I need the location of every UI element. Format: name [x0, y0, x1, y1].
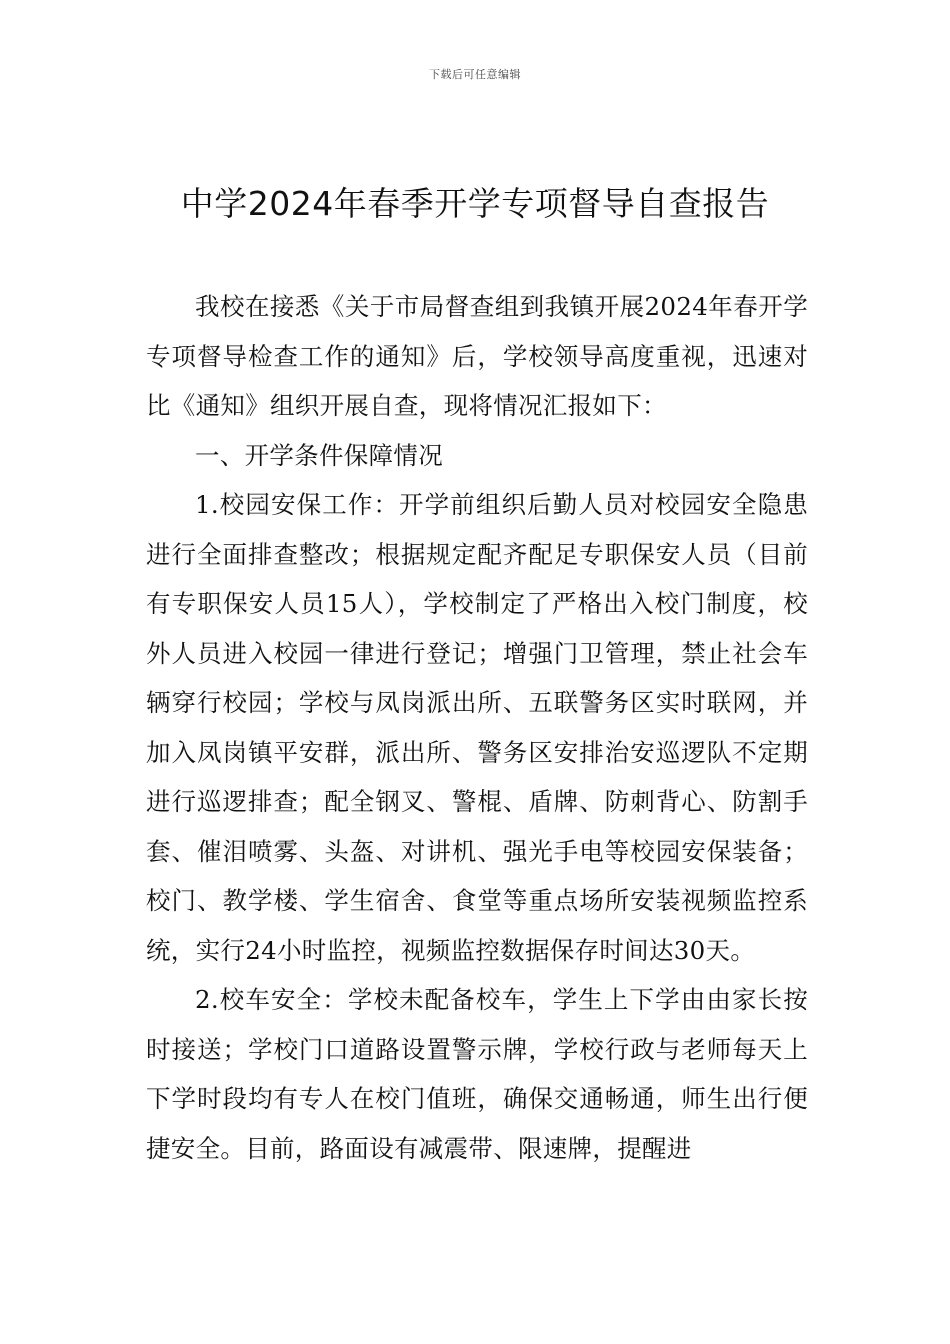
document-body — [146, 282, 808, 1173]
section-heading: 一、开学条件保障情况 — [195, 440, 443, 470]
school-bus-paragraph: 2.校车安全：学校未配备校车，学生上下学由由家长按时接送；学校门口道路设置警示牌，学校行政与老师每天上下学时段均有专人在校门值班，确保交通畅通，师生出行便捷安全。目前，路面设有减震带、限速牌，提醒进 — [146, 985, 808, 1163]
security-paragraph: 1.校园安保工作：开学前组织后勤人员对校园安全隐患进行全面排查整改；根据规定配齐配足专职保安人员（目前有专职保安人员15人），学校制定了严格出入校门制度，校外人员进入校园一律进行登记；增强门卫管理，禁止社会车辆穿行校园；学校与凤岗派出所、五联警务区实时联网，并加入凤岗镇平安群，派出所、警务区安排治安巡逻队不定期进行巡逻排查；配全钢叉、警棍、盾牌、防刺背心、防割手套、催泪喷雾、头盔、对讲机、强光手电等校园安保装备；校门、教学楼、学生宿舍、食堂等重点场所安装视频监控系统，实行24小时监控，视频监控数据保存时间达30天。 — [146, 490, 808, 965]
document-title: 中学2024年春季开学专项督导自查报告 — [180, 184, 770, 223]
header-note: 下载后可任意编辑 — [429, 68, 521, 81]
intro-paragraph: 我校在接悉《关于市局督查组到我镇开展2024年春开学专项督导检查工作的通知》后，学校领导高度重视，迅速对比《通知》组织开展自查，现将情况汇报如下： — [146, 292, 808, 420]
